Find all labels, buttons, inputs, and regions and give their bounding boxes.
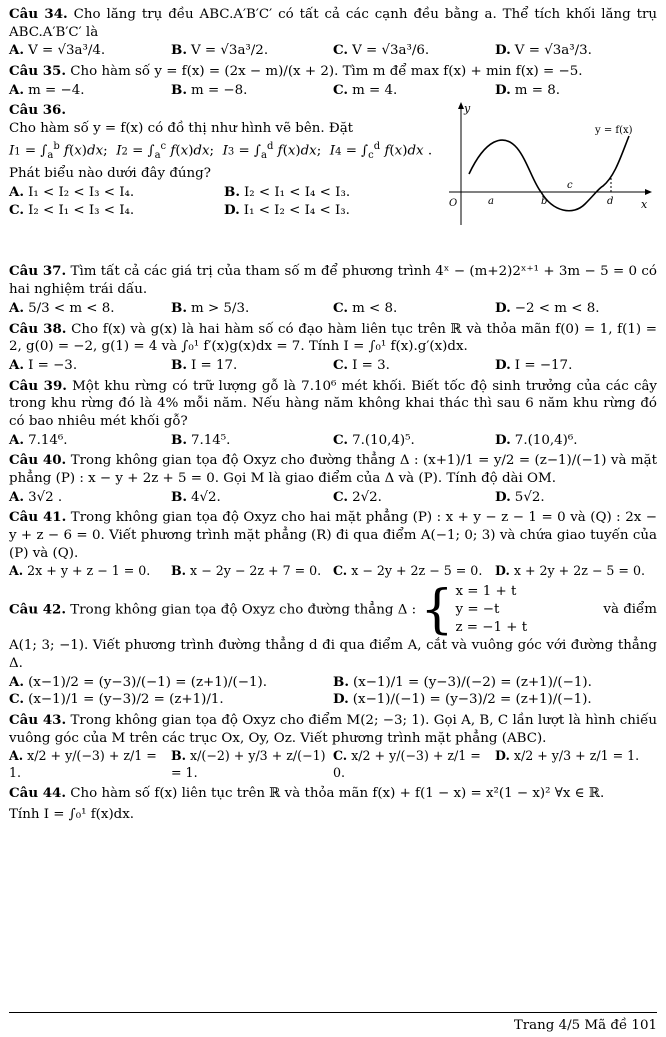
option-b[interactable]: B. m > 5/3. <box>171 299 250 316</box>
label-c: c <box>567 180 573 192</box>
question-37 <box>9 263 657 317</box>
question-stem: Cho hàm số y = f(x) = (2x − m)/(x + 2). Tìm m để max f(x) + min f(x) = −5. <box>70 64 583 80</box>
question-stem: Trong không gian tọa độ Oxyz cho đường thẳng Δ : <box>70 602 417 618</box>
question-stem-2: Tính I = ∫₀¹ f(x)dx. <box>9 807 135 823</box>
options <box>9 42 657 60</box>
option-a[interactable]: A. (x−1)/2 = (y−3)/(−1) = (z+1)/(−1). <box>9 673 267 690</box>
question-stem-2: A(1; 3; −1). Viết phương trình đường thẳng d đi qua điểm A, cắt và vuông góc với đường thẳng Δ. <box>9 638 657 672</box>
options <box>9 432 657 450</box>
question-35 <box>9 63 657 99</box>
option-c[interactable]: C. 7.(10,4)⁵. <box>333 431 415 448</box>
question-stem: Tìm tất cả các giá trị của tham số m để phương trình 4ˣ − (m+2)2ˣ⁺¹ + 3m − 5 = 0 có hai nghiệm trái dấu. <box>9 264 657 298</box>
label-o: O <box>449 198 458 210</box>
option-a[interactable]: A. x/2 + y/(−3) + z/1 = 1. <box>9 748 157 781</box>
question-label: Câu 38. <box>9 320 67 337</box>
option-c[interactable]: C. x − 2y + 2z − 5 = 0. <box>333 563 483 579</box>
option-c[interactable]: C. m < 8. <box>333 299 398 316</box>
option-c[interactable]: C. V = √3a³/6. <box>333 42 430 59</box>
x-axis-arrow <box>645 189 652 195</box>
label-x: x <box>641 198 648 212</box>
option-b[interactable]: B. I = 17. <box>171 356 238 373</box>
option-b[interactable]: B. x/(−2) + y/3 + z/(−1) = 1. <box>171 748 326 781</box>
option-c[interactable]: C. I = 3. <box>333 356 390 373</box>
options <box>9 184 439 219</box>
question-42 <box>9 580 657 709</box>
question-stem-tail: và điểm <box>603 602 657 618</box>
question-stem: Trong không gian tọa độ Oxyz cho hai mặt phẳng (P) : x + y − z − 1 = 0 và (Q) : 2x − y + z − 6 = 0. Viết phương trình mặt phẳng (R) đi qua điểm A(−1; 0; 3) và chứa giao tuyến của (P) và (Q). <box>9 510 657 561</box>
label-a: a <box>488 196 494 208</box>
question-stem: Một khu rừng có trữ lượng gỗ là 7.10⁶ mét khối. Biết tốc độ sinh trưởng của các cây trong khu rừng đó là 4% mỗi năm. Nếu hàng năm không khai thác thì sau 6 năm khu rừng đó có bao nhiêu mét khối gỗ? <box>9 378 657 429</box>
label-y: y <box>464 102 471 116</box>
option-c[interactable]: C. 2√2. <box>333 488 382 505</box>
question-label: Câu 39. <box>9 377 67 394</box>
option-c[interactable]: C. m = 4. <box>333 81 398 98</box>
integral-definitions: $I1 = \int_a^b$ f(x)dx; $I2 = \int_a^c$ f(x)dx; $I3 = \int_a^d$ f(x)dx; $I4 = \int_c^d$ f(x)dx . <box>9 140 433 161</box>
question-stem: Cho hàm số y = f(x) có đồ thị như hình vẽ bên. Đặt <box>9 121 354 137</box>
question-44 <box>9 785 657 824</box>
option-d[interactable]: D. I₁ < I₂ < I₄ < I₃. <box>224 201 350 218</box>
question-label: Câu 43. <box>9 712 67 729</box>
parametric-system: { x = 1 + t y = −t z = −1 + t <box>420 580 528 641</box>
option-c[interactable]: C. I₂ < I₁ < I₃ < I₄. <box>9 201 135 218</box>
question-41 <box>9 509 657 580</box>
options <box>9 563 657 580</box>
option-d[interactable]: D. x/2 + y/3 + z/1 = 1. <box>495 748 640 764</box>
question-36 <box>9 102 657 260</box>
option-b[interactable]: B. I₂ < I₁ < I₄ < I₃. <box>224 183 351 200</box>
page-footer: Trang 4/5 Mã đề 101 <box>9 1012 657 1035</box>
question-stem: Trong không gian tọa độ Oxyz cho đường thẳng Δ : (x+1)/1 = y/2 = (z−1)/(−1) và mặt phẳng (P) : x − y + 2z + 5 = 0. Gọi M là giao điểm của Δ và (P). Tính độ dài OM. <box>9 453 657 486</box>
option-a[interactable]: A. 3√2 . <box>9 488 63 505</box>
options <box>9 748 657 781</box>
label-b: b <box>541 196 548 208</box>
option-b[interactable]: B. m = −8. <box>171 81 248 98</box>
option-b[interactable]: B. 7.14⁵. <box>171 431 231 448</box>
option-d[interactable]: D. x + 2y + 2z − 5 = 0. <box>495 563 645 579</box>
question-43 <box>9 712 657 782</box>
option-a[interactable]: A. m = −4. <box>9 81 85 98</box>
question-label: Câu 44. <box>9 784 67 801</box>
options <box>9 489 657 507</box>
option-d[interactable]: D. I = −17. <box>495 356 573 373</box>
option-c[interactable]: C. (x−1)/1 = (y−3)/2 = (z+1)/1. <box>9 691 224 708</box>
option-d[interactable]: D. 5√2. <box>495 488 545 505</box>
question-label: Câu 34. <box>9 6 68 22</box>
option-d[interactable]: D. V = √3a³/3. <box>495 42 592 59</box>
question-stem-2: Phát biểu nào dưới đây đúng? <box>9 166 211 182</box>
option-d[interactable]: D. 7.(10,4)⁶. <box>495 431 578 448</box>
option-c[interactable]: C. x/2 + y/(−3) + z/1 = 0. <box>333 748 481 781</box>
question-label: Câu 42. <box>9 601 67 618</box>
option-b[interactable]: B. x − 2y − 2z + 7 = 0. <box>171 563 322 579</box>
question-label: Câu 36. <box>9 102 67 119</box>
options <box>9 357 657 375</box>
question-stem: Cho lăng trụ đều ABC.A′B′C′ có tất cả các cạnh đều bằng a. Thể tích khối lăng trụ ABC.A′B′C′ là <box>9 7 657 40</box>
question-label: Câu 41. <box>9 509 67 526</box>
option-a[interactable]: A. I = −3. <box>9 356 78 373</box>
option-d[interactable]: D. (x−1)/(−1) = (y−3)/2 = (z+1)/(−1). <box>333 691 592 708</box>
exam-page <box>9 6 657 827</box>
question-label: Câu 40. <box>9 452 67 469</box>
question-stem: Cho f(x) và g(x) là hai hàm số có đạo hàm liên tục trên ℝ và thỏa mãn f(0) = 1, f(1) = 2, g(0) = −2, g(1) = 4 và ∫₀¹ f′(x)g(x)dx = 7. Tính I = ∫₀¹ f(x).g′(x)dx. <box>9 321 657 355</box>
option-d[interactable]: D. m = 8. <box>495 81 561 98</box>
options <box>9 674 657 709</box>
option-a[interactable]: A. 5/3 < m < 8. <box>9 299 115 316</box>
label-fx: y = f(x) <box>595 125 633 137</box>
option-b[interactable]: B. V = √3a³/2. <box>171 42 269 59</box>
option-a[interactable]: A. 7.14⁶. <box>9 431 68 448</box>
options <box>9 300 657 318</box>
question-label: Câu 35. <box>9 63 67 80</box>
question-stem: Cho hàm số f(x) liên tục trên ℝ và thỏa mãn f(x) + f(1 − x) = x²(1 − x)² ∀x ∈ ℝ. <box>70 785 605 801</box>
question-34 <box>9 6 657 60</box>
question-label: Câu 37. <box>9 263 67 280</box>
question-40 <box>9 452 657 506</box>
options <box>9 82 657 100</box>
option-a[interactable]: A. V = √3a³/4. <box>9 42 106 59</box>
question-stem: Trong không gian tọa độ Oxyz cho điểm M(2; −3; 1). Gọi A, B, C lần lượt là hình chiếu vuông góc của M trên các trục Ox, Oy, Oz. Viết phương trình mặt phẳng (ABC). <box>9 713 657 746</box>
question-38 <box>9 321 657 375</box>
option-d[interactable]: D. −2 < m < 8. <box>495 299 600 316</box>
option-a[interactable]: A. I₁ < I₂ < I₃ < I₄. <box>9 183 135 200</box>
label-d: d <box>607 196 614 208</box>
option-a[interactable]: A. 2x + y + z − 1 = 0. <box>9 563 151 579</box>
function-graph <box>445 100 655 230</box>
question-39 <box>9 378 657 450</box>
option-b[interactable]: B. 4√2. <box>171 488 221 505</box>
option-b[interactable]: B. (x−1)/1 = (y−3)/(−2) = (z+1)/(−1). <box>333 673 592 690</box>
